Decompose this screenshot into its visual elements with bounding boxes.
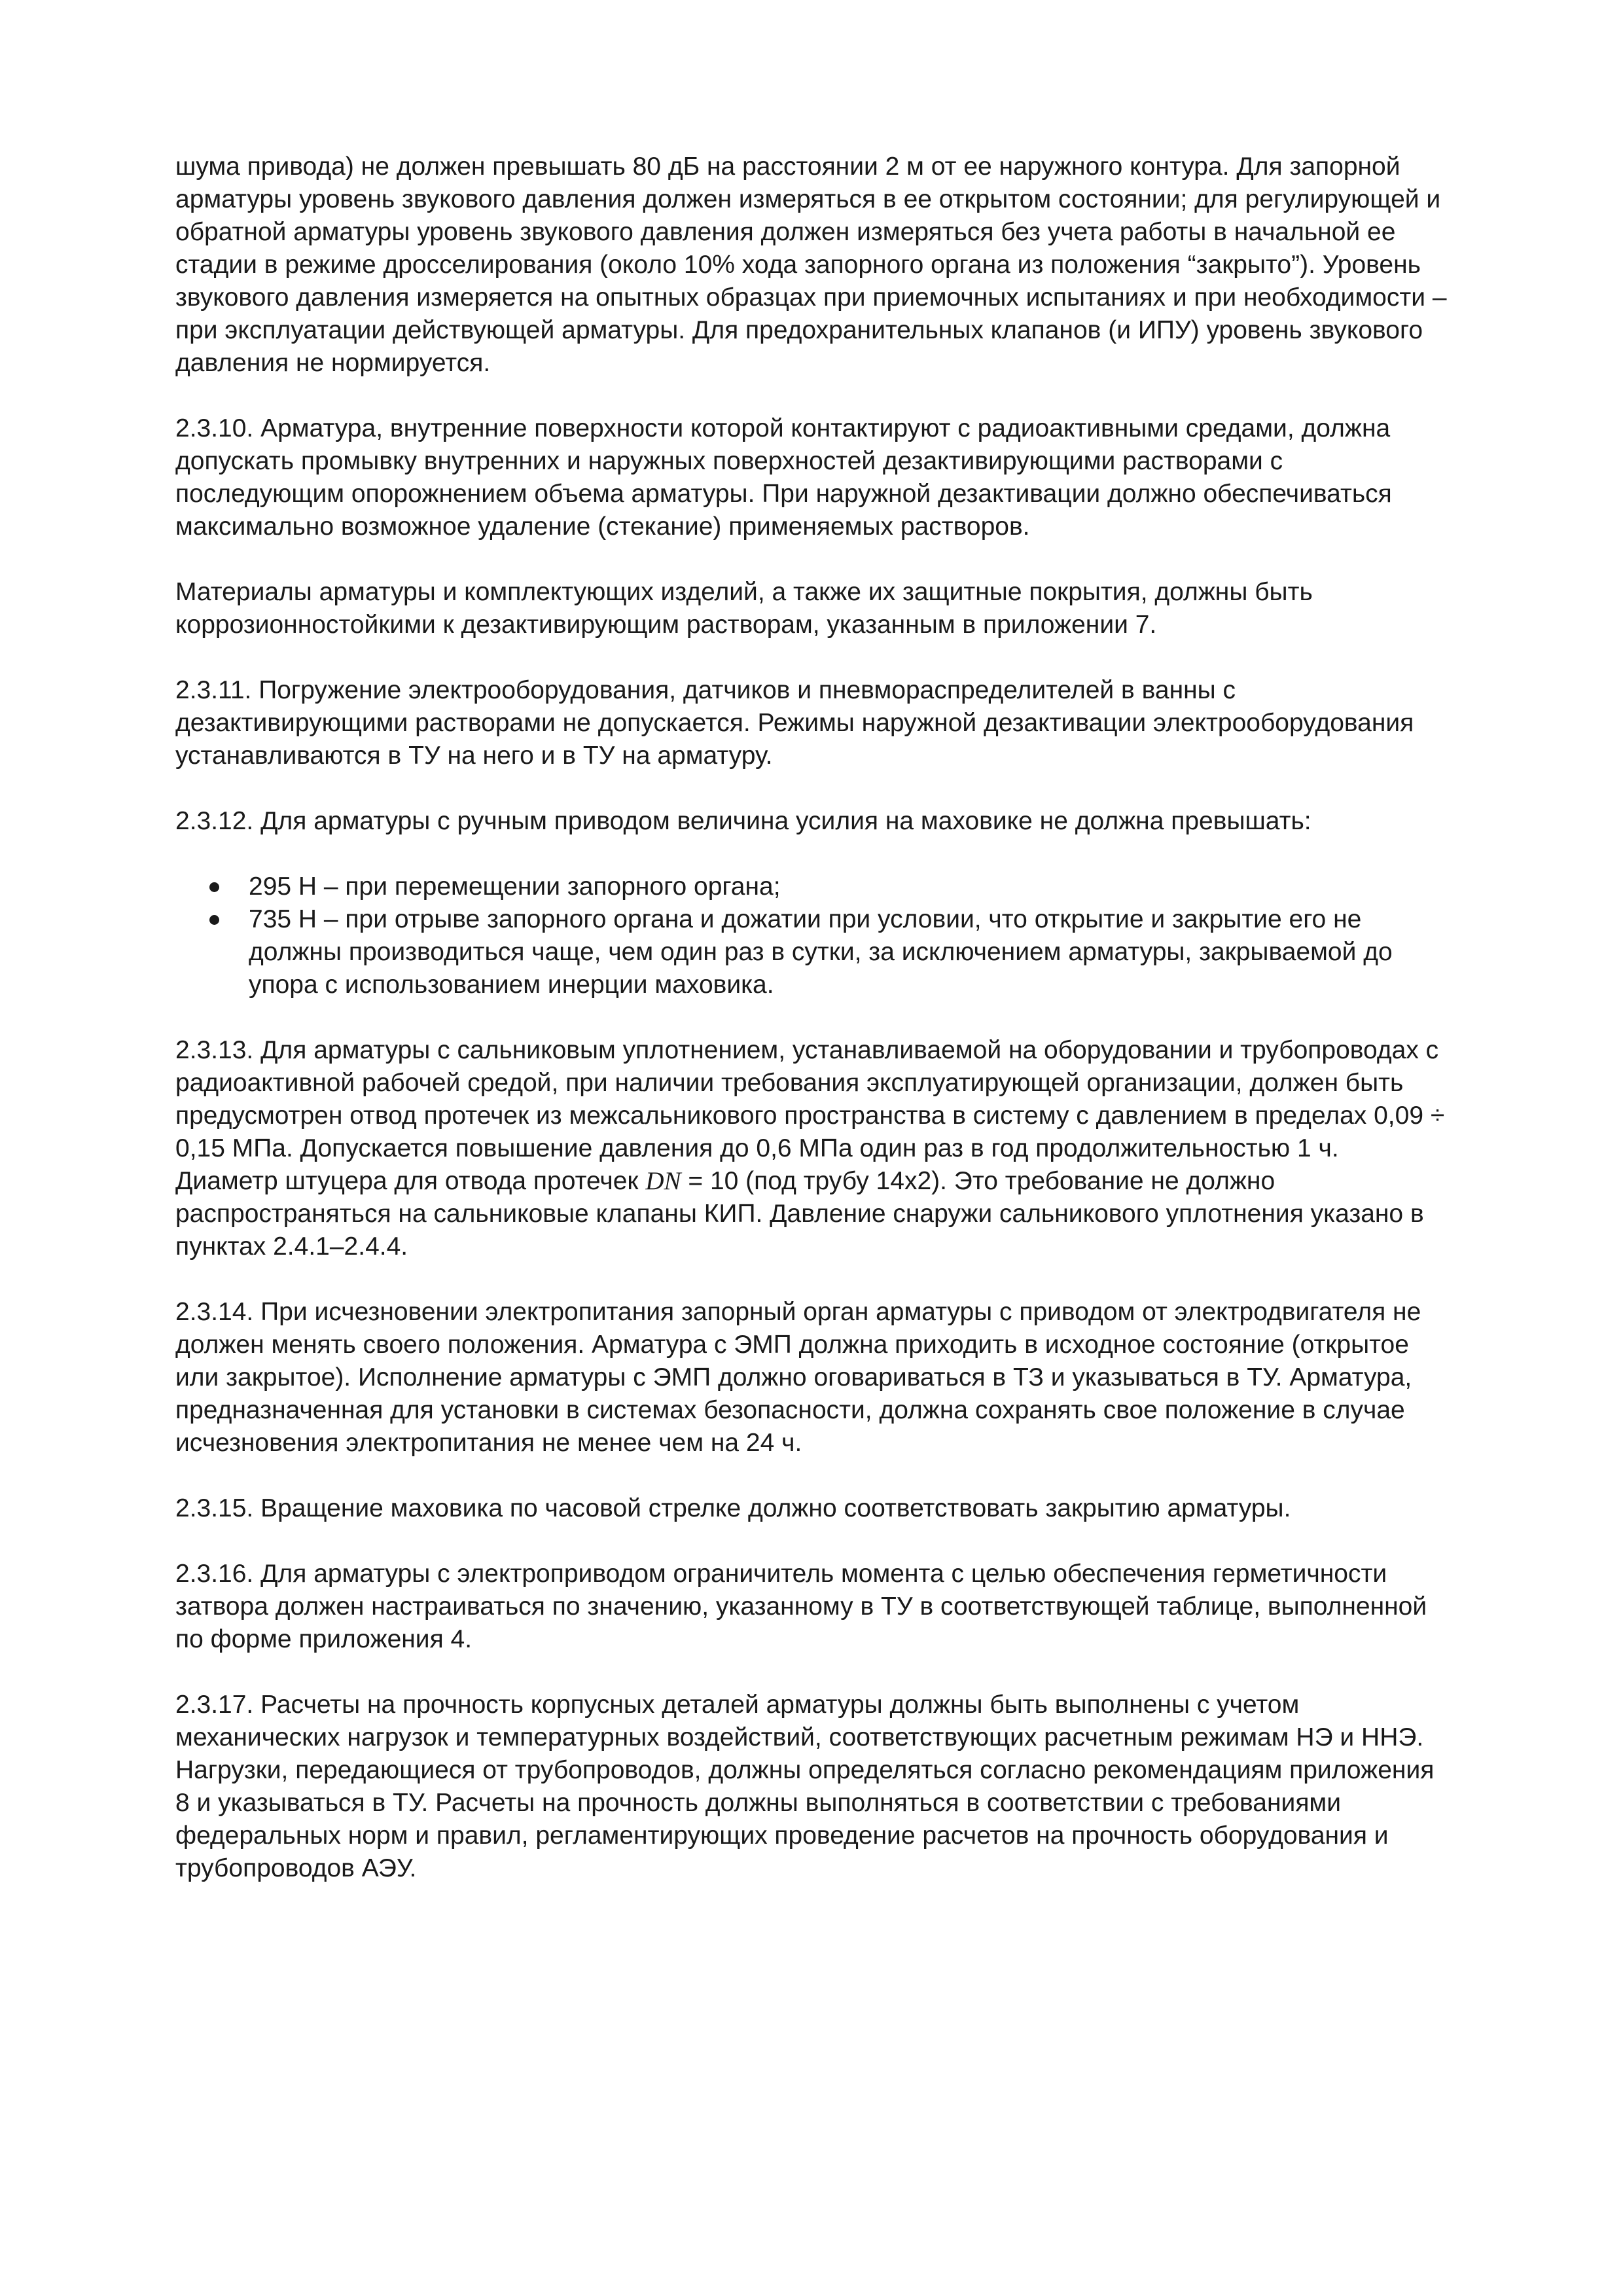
- list-item-text: 295 Н – при перемещении запорного органа;: [249, 872, 781, 901]
- bullet-icon: [209, 882, 219, 892]
- list-item: [175, 870, 1448, 903]
- paragraph-2-3-15: 2.3.15. Вращение маховика по часовой стрелке должно соответствовать закрытию арматуры.: [175, 1494, 1291, 1522]
- paragraph-2-3-13-text-start: 2.3.13. Для арматуры с сальниковым уплотнением, устанавливаемой на оборудовании и трубопроводах с радиоактивной рабочей средой, при наличии требования эксплуатирующей организации, должен быть предусмотрен отвод протечек из межсальникового пространства в систему с давлением в пределах 0,09 ÷ 0,15 МПа. Допускается повышение давления до 0,6 МПа один раз в год продолжительностью 1 ч. Диаметр штуцера для отвода протечек: [175, 1036, 1445, 1195]
- force-limits-list: [175, 870, 1448, 1001]
- paragraph-2-3-17: 2.3.17. Расчеты на прочность корпусных деталей арматуры должны быть выполнены с учетом механических нагрузок и температурных воздействий, соответствующих расчетным режимам НЭ и ННЭ. Нагрузки, передающиеся от трубопроводов, должны определяться согласно рекомендациям приложения 8 и указываться в ТУ. Расчеты на прочность должны выполняться в соответствии с требованиями федеральных норм и правил, регламентирующих проведение расчетов на прочность оборудования и трубопроводов АЭУ.: [175, 1691, 1435, 1882]
- nominal-diameter-symbol: DN: [645, 1167, 681, 1195]
- bullet-icon: [209, 915, 219, 925]
- paragraph-2-3-16: 2.3.16. Для арматуры с электроприводом ограничитель момента с целью обеспечения герметичности затвора должен настраиваться по значению, указанному в ТУ в соответствующей таблице, выполненной по форме приложения 4.: [175, 1560, 1427, 1653]
- paragraph-materials: Материалы арматуры и комплектующих изделий, а также их защитные покрытия, должны быть коррозионностойкими к дезактивирующим растворам, указанным в приложении 7.: [175, 578, 1313, 639]
- paragraph-2-3-10: 2.3.10. Арматура, внутренние поверхности которой контактируют с радиоактивными средами, должна допускать промывку внутренних и наружных поверхностей дезактивирующими растворами с последующим опорожнением объема арматуры. При наружной дезактивации должно обеспечиваться максимально возможное удаление (стекание) применяемых растворов.: [175, 414, 1392, 541]
- paragraph-2-3-12: 2.3.12. Для арматуры с ручным приводом величина усилия на маховике не должна превышать:: [175, 807, 1311, 835]
- paragraph-2-3-14: 2.3.14. При исчезновении электропитания запорный орган арматуры с приводом от электродвигателя не должен менять своего положения. Арматура с ЭМП должна приходить в исходное состояние (открытое или закрытое). Исполнение арматуры с ЭМП должно оговариваться в ТЗ и указываться в ТУ. Арматура, предназначенная для установки в системах безопасности, должна сохранять свое положение в случае исчезновения электропитания не менее чем на 24 ч.: [175, 1298, 1421, 1457]
- paragraph-noise-level: шума привода) не должен превышать 80 дБ на расстоянии 2 м от ее наружного контура. Для запорной арматуры уровень звукового давления должен измеряться в ее открытом состоянии; для регулирующей и обратной арматуры уровень звукового давления должен измеряться без учета работы в начальной ее стадии в режиме дросселирования (около 10% хода запорного органа из положения “закрыто”). Уровень звукового давления измеряется на опытных образцах при приемочных испытаниях и при необходимости – при эксплуатации действующей арматуры. Для предохранительных клапанов (и ИПУ) уровень звукового давления не нормируется.: [175, 152, 1447, 377]
- list-item-text: 735 Н – при отрыве запорного органа и дожатии при условии, что открытие и закрытие его не должны производиться чаще, чем один раз в сутки, за исключением арматуры, закрываемой до упора с использованием инерции маховика.: [249, 905, 1393, 999]
- paragraph-2-3-13: [175, 1034, 1448, 1263]
- document-body: [175, 151, 1448, 1918]
- paragraph-2-3-11: 2.3.11. Погружение электрооборудования, датчиков и пневмораспределителей в ванны с дезактивирующими растворами не допускается. Режимы наружной дезактивации электрооборудования устанавливаются в ТУ на него и в ТУ на арматуру.: [175, 676, 1414, 770]
- paragraph-2-3-13-text-end: = 10 (под трубу 14х2). Это требование не должно распространяться на сальниковые клапаны КИП. Давление снаружи сальникового уплотнения указано в пунктах 2.4.1–2.4.4.: [175, 1167, 1424, 1261]
- list-item: [175, 903, 1448, 1001]
